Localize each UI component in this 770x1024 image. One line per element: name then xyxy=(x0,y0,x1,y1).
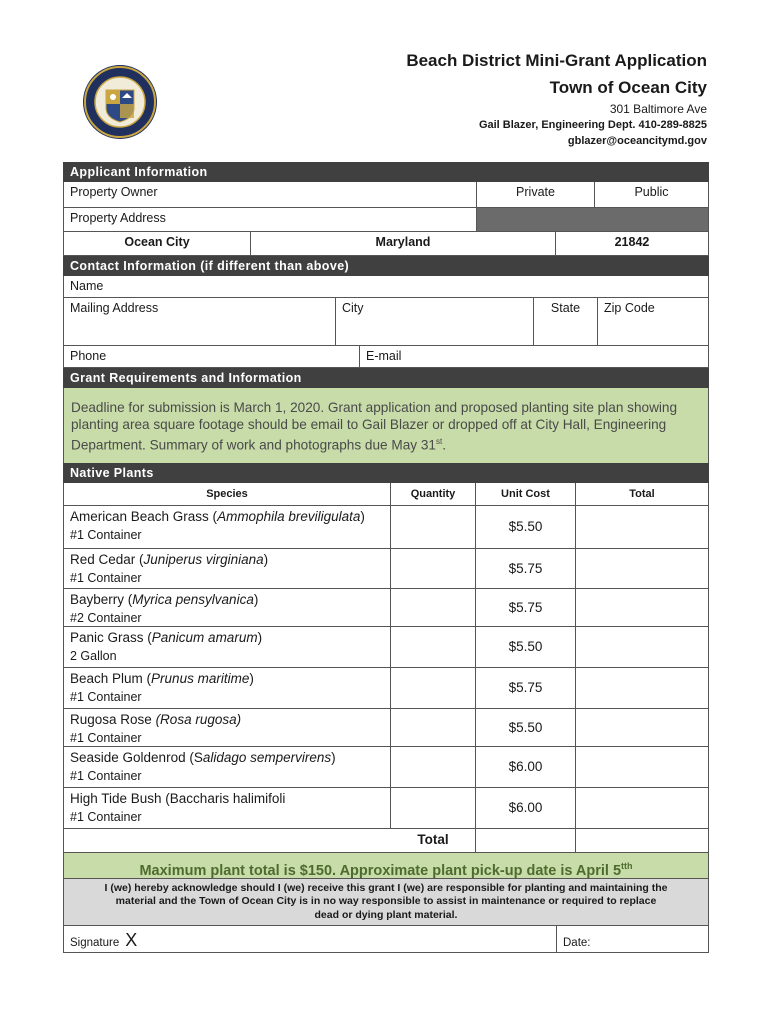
quantity-input[interactable] xyxy=(391,709,476,746)
max-total-note: Maximum plant total is $150. Approximate plant pick-up date is April $5^{tth}$ xyxy=(63,853,709,879)
row-total-input[interactable] xyxy=(576,668,708,708)
unit-cost-cell: $5.50 xyxy=(476,709,576,746)
date-label: Date: xyxy=(563,937,591,950)
date-field[interactable] xyxy=(557,926,708,952)
table-row xyxy=(63,506,709,549)
contact-zip-field[interactable] xyxy=(598,298,708,345)
phone-label: Phone xyxy=(70,349,107,363)
contact-zip-label: Zip Code xyxy=(604,301,655,315)
contact-state-field[interactable] xyxy=(534,298,598,345)
document-title: Beach District Mini-Grant Application xyxy=(406,51,707,70)
unit-cost-cell: $6.00 xyxy=(476,747,576,787)
town-seal-logo xyxy=(82,64,158,140)
phone-field[interactable] xyxy=(64,346,360,367)
applicant-zip[interactable]: 21842 xyxy=(614,235,650,249)
species-cell: Seaside Goldenrod (Salidago sempervirens) #1 Container xyxy=(64,747,391,787)
application-form xyxy=(63,162,709,953)
applicant-city[interactable]: Ocean City xyxy=(64,232,251,255)
row-total-input[interactable] xyxy=(576,788,708,828)
header-contact: Gail Blazer, Engineering Dept. 410-289-8825 xyxy=(478,119,707,131)
document-header xyxy=(406,50,707,149)
property-owner-label: Property Owner xyxy=(70,185,158,199)
quantity-input[interactable] xyxy=(391,788,476,828)
total-spacer xyxy=(64,829,391,852)
quantity-input[interactable] xyxy=(391,506,476,548)
contact-name-field[interactable] xyxy=(64,276,708,297)
applicant-section-title: Applicant Information xyxy=(63,162,709,182)
unit-cost-cell: $5.75 xyxy=(476,549,576,588)
contact-city-field[interactable] xyxy=(336,298,534,345)
plants-section-title: Native Plants xyxy=(63,463,709,483)
header-email: gblazer@oceancitymd.gov xyxy=(567,135,707,147)
row-total-input[interactable] xyxy=(576,627,708,667)
quantity-input[interactable] xyxy=(391,747,476,787)
table-row xyxy=(63,549,709,589)
requirements-section-title: Grant Requirements and Information xyxy=(63,368,709,388)
property-address-field[interactable] xyxy=(64,208,477,231)
acknowledgement-text: I (we) hereby acknowledge should I (we) receive this grant I (we) are responsible for planting and maintaining the material and the Town of Ocean City is in no way responsible to assist in maintenance or required to replace dead or dying plant material. xyxy=(63,879,709,927)
document-subtitle: Town of Ocean City xyxy=(549,78,707,97)
property-address-label: Property Address xyxy=(70,211,166,225)
unit-cost-cell: $5.50 xyxy=(476,627,576,667)
species-cell: Rugosa Rose (Rosa rugosa) #1 Container xyxy=(64,709,391,746)
contact-section-title: Contact Information (if different than above) xyxy=(63,256,709,276)
quantity-input[interactable] xyxy=(391,668,476,708)
signature-field[interactable] xyxy=(64,926,557,952)
signature-mark: X xyxy=(125,930,138,951)
property-address-shaded xyxy=(477,208,708,231)
species-cell: High Tide Bush (Baccharis halimifoli #1 Container xyxy=(64,788,391,828)
table-row xyxy=(63,589,709,627)
contact-state-label: State xyxy=(550,301,581,315)
row-total-input[interactable] xyxy=(576,549,708,588)
species-header: Species xyxy=(64,483,391,505)
quantity-input[interactable] xyxy=(391,627,476,667)
contact-city-label: City xyxy=(342,301,364,315)
row-total-input[interactable] xyxy=(576,589,708,626)
quantity-input[interactable] xyxy=(391,549,476,588)
row-total-input[interactable] xyxy=(576,747,708,787)
species-cell: Red Cedar (Juniperus virginiana) #1 Container xyxy=(64,549,391,588)
total-spacer-2 xyxy=(476,829,576,852)
total-header: Total xyxy=(629,487,655,500)
unit-cost-cell: $5.75 xyxy=(476,668,576,708)
species-cell: Bayberry (Myrica pensylvanica) #2 Container xyxy=(64,589,391,626)
public-option[interactable] xyxy=(595,182,708,207)
mailing-address-field[interactable] xyxy=(64,298,336,345)
species-cell: American Beach Grass (Ammophila breviligulata) #1 Container xyxy=(64,506,391,548)
unit-cost-cell: $5.50 xyxy=(476,506,576,548)
table-row xyxy=(63,668,709,709)
table-row xyxy=(63,788,709,829)
applicant-state[interactable]: Maryland xyxy=(251,232,556,255)
contact-name-label: Name xyxy=(70,279,104,293)
header-address: 301 Baltimore Ave xyxy=(609,102,707,116)
unit-cost-cell: $6.00 xyxy=(476,788,576,828)
mailing-address-label: Mailing Address xyxy=(70,301,159,315)
private-label: Private xyxy=(516,185,555,199)
table-row xyxy=(63,627,709,668)
row-total-input[interactable] xyxy=(576,506,708,548)
species-cell: Beach Plum (Prunus maritime) #1 Container xyxy=(64,668,391,708)
private-option[interactable] xyxy=(477,182,595,207)
property-owner-field[interactable] xyxy=(64,182,477,207)
quantity-input[interactable] xyxy=(391,589,476,626)
email-field[interactable] xyxy=(360,346,708,367)
email-label: E-mail xyxy=(366,349,402,363)
requirements-text: Deadline for submission is March 1, 2020. Grant application and proposed planting site plan showing planting area square footage should be email to Gail Blazer or dropped off at City Hall, Engineering Department. Summary of work and photographs due May 31st. xyxy=(63,388,709,463)
row-total-input[interactable] xyxy=(576,709,708,746)
grand-total-label: Total xyxy=(391,829,476,852)
species-cell: Panic Grass (Panicum amarum) 2 Gallon xyxy=(64,627,391,667)
unit-cost-cell: $5.75 xyxy=(476,589,576,626)
unit-cost-header: Unit Cost xyxy=(476,483,576,505)
signature-label: Signature xyxy=(70,937,120,950)
public-label: Public xyxy=(634,185,669,199)
table-row xyxy=(63,709,709,747)
quantity-header: Quantity xyxy=(391,483,476,505)
table-row xyxy=(63,747,709,788)
grand-total-input[interactable] xyxy=(576,829,708,852)
